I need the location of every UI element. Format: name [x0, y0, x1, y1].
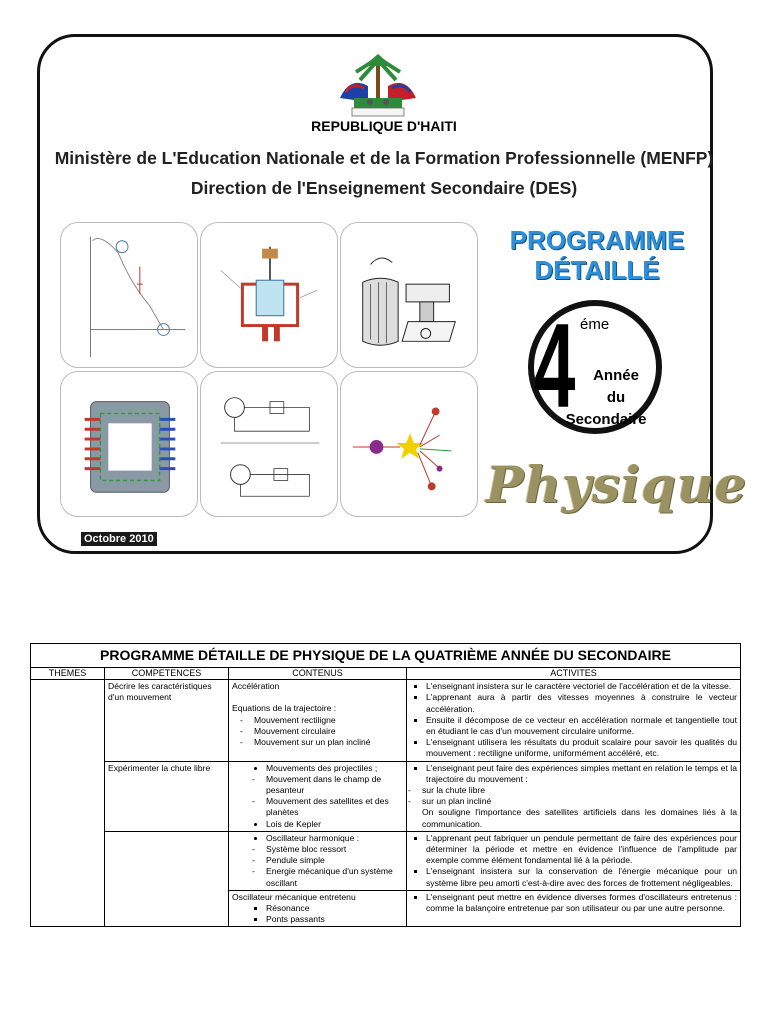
content-subtitle: Equations de la trajectoire :: [232, 703, 337, 714]
list-item: - Mouvement rectiligne: [254, 715, 403, 726]
list-item: ▪ Ponts passants: [266, 914, 403, 925]
list-item: • Lois de Kepler: [266, 819, 403, 830]
table-row: [31, 831, 741, 890]
col-header-activites: ACTIVITES: [407, 668, 741, 680]
list-item: ▪ Résonance: [266, 903, 403, 914]
publication-date: Octobre 2010: [81, 532, 157, 546]
program-title: [497, 225, 697, 285]
grade-suffix: éme: [580, 316, 610, 333]
grade-label-secondaire: Secondaire: [565, 411, 647, 428]
list-item: • Mouvements des projectiles ;: [266, 763, 403, 774]
content-intro: Accélération: [232, 681, 280, 692]
col-header-competences: COMPETENCES: [105, 668, 229, 680]
list-item: - Mouvement dans le champ de pesanteur: [266, 774, 403, 796]
col-header-themes: THEMES: [31, 668, 105, 680]
list-item: - Energie mécanique d'un système oscillant: [266, 866, 403, 888]
list-item: ▪ L'enseignant insistera sur la conservation de l'énergie mécanique pour un système libre peu amorti c'est-à-dire avec des forces de frottement négligeables.: [426, 866, 737, 888]
list-item: - Pendule simple: [266, 855, 403, 866]
content-cell: [229, 831, 407, 890]
list-item: - Mouvement sur un plan incliné: [254, 737, 403, 748]
list-item: - Mouvement circulaire: [254, 726, 403, 737]
thumbnail-fission-diagram: [340, 371, 478, 517]
ministry-title: Ministère de L'Education Nationale et de la Formation Professionnelle (MENFP): [54, 148, 714, 168]
activity-cell: [407, 761, 741, 831]
list-item: ▪ L'enseignant peut mettre en évidence diverses formes d'oscillateurs entretenus : comme la balançoire entretenue par son utilisateur ou par une autre personne.: [426, 892, 737, 914]
thumbnail-dynamo-diagram: [200, 222, 338, 368]
theme-cell: [31, 680, 105, 927]
thumbnail-circuit-diagram: [200, 371, 338, 517]
list-item: • Oscillateur harmonique :: [266, 833, 403, 844]
list-item: ▪ L'apprenant peut fabriquer un pendule permettant de faire des expériences pour déterminer la période et mettre en évidence l'influence de l'amplitude par exemple comme élément fondamental lié à la période.: [426, 833, 737, 867]
table-title: PROGRAMME DÉTAILLE DE PHYSIQUE DE LA QUATRIÈME ANNÉE DU SECONDAIRE: [31, 644, 741, 668]
col-header-contenus: CONTENUS: [229, 668, 407, 680]
competence-cell: Expérimenter la chute libre: [105, 761, 229, 831]
subject-title: Physique: [486, 455, 748, 514]
activity-cell: [407, 890, 741, 927]
list-item: ▪ L'enseignant peut faire des expériences simples mettant en relation le temps et la trajectoire du mouvement :: [426, 763, 737, 785]
list-item: - Système bloc ressort: [266, 844, 403, 855]
list-item: ▪ L'enseignant utilisera les résultats du produit scalaire pour savoir les qualités du mouvement : rectiligne uniforme, uniformément accéléré, etc.: [426, 737, 737, 759]
program-table: [30, 643, 741, 927]
direction-title: Direction de l'Enseignement Secondaire (DES): [190, 178, 578, 198]
haiti-coat-of-arms-icon: [330, 52, 426, 118]
thumbnail-transformer-diagram: [60, 371, 198, 517]
thumbnail-projectile-diagram: [60, 222, 198, 368]
list-item: - sur un plan incliné: [422, 796, 737, 807]
grade-number: 4: [534, 299, 576, 433]
content-cell: [229, 680, 407, 761]
activity-cell: [407, 831, 741, 890]
content-cell: [229, 890, 407, 927]
list-item: - Mouvement des satellites et des planètes: [266, 796, 403, 818]
republic-label: REPUBLIQUE D'HAITI: [311, 118, 457, 134]
list-item: ▪ L'enseignant insistera sur le caractère vectoriel de l'accélération et de la vitesse.: [426, 681, 737, 692]
list-item: ▪ Ensuite il décompose de ce vecteur en accélération normale et tangentielle tout en étudiant le cas d'un mouvement circulaire uniforme.: [426, 715, 737, 737]
table-row: [31, 680, 741, 761]
list-item: - sur la chute libre: [422, 785, 737, 796]
competence-cell: [105, 831, 229, 927]
list-item: ▪ L'apprenant aura à partir des vitesses moyennes à construire le vecteur accélération.: [426, 692, 737, 714]
program-title-line-1: PROGRAMME: [509, 225, 685, 255]
content-cell: [229, 761, 407, 831]
grade-label-du: du: [606, 389, 626, 406]
grade-label-annee: Année: [593, 367, 639, 384]
thumbnail-apparatus-sketch: [340, 222, 478, 368]
activity-note: On souligne l'importance des satellites artificiels dans les domaines liés à la communication.: [422, 807, 737, 829]
competence-cell: Décrire les caractéristiques d'un mouvement: [105, 680, 229, 761]
activity-cell: [407, 680, 741, 761]
program-title-line-2: DÉTAILLÉ: [534, 255, 660, 285]
content-title: Oscillateur mécanique entretenu: [232, 891, 356, 902]
table-row: [31, 761, 741, 831]
